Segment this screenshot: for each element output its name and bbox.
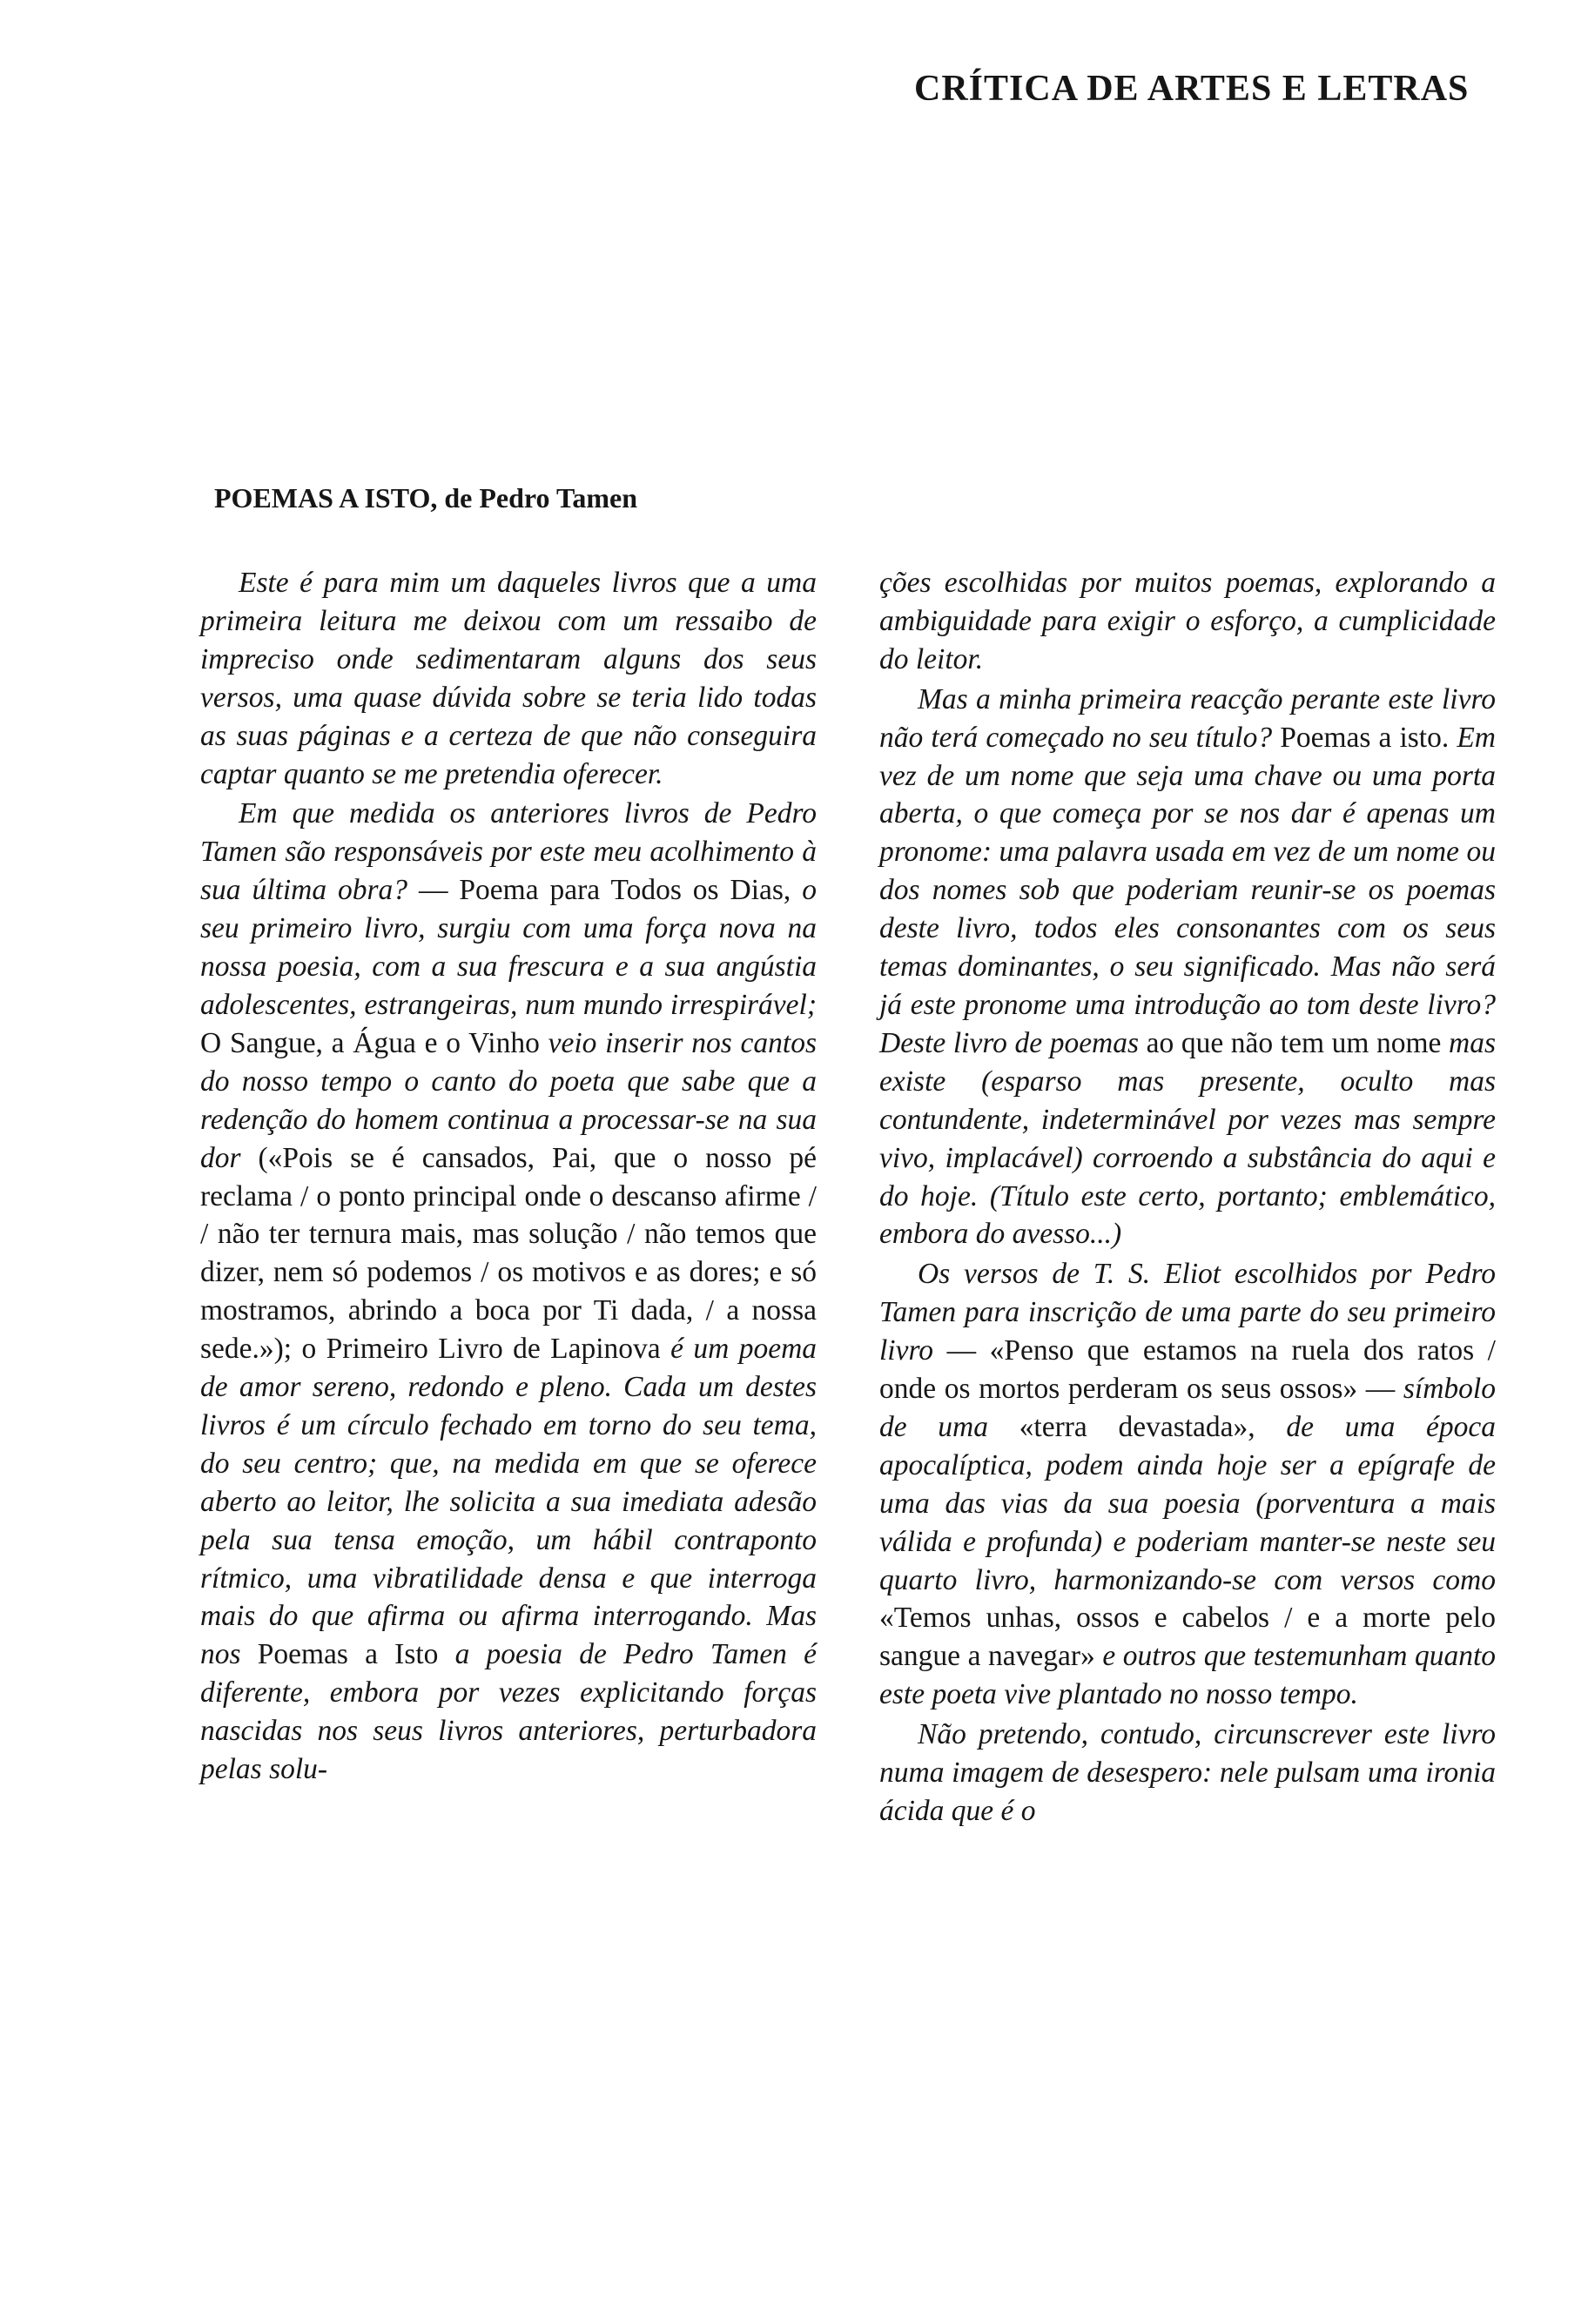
italic-text: Mas a minha primeira reacção perante este livro não terá começado no seu título? xyxy=(879,682,1496,754)
roman-text: («Pois se é cansados, Pai, que o nosso pé reclama / o ponto principal onde o descanso afirme / / não ter ternura mais, mas solução / não temos que dizer, nem só podemos / os motivos e as dores; e só mostramos, abrindo a boca por Ti dada, / a nossa sede.»); o Primeiro Livro de Lapinova xyxy=(200,1141,817,1366)
italic-text: o seu primeiro livro, surgiu com uma força nova na nossa poesia, com a sua frescura e a sua angústia adolescentes, estrangeiras, num mundo irrespirável; xyxy=(200,874,817,1021)
roman-text: «Temos unhas, ossos e cabelos / e a morte pelo sangue a navegar» xyxy=(879,1602,1496,1673)
italic-text: Este é para mim um daqueles livros que a uma primeira leitura me deixou com um ressaibo de impreciso onde sedimentaram alguns dos seus versos, uma quase dúvida sobre se teria lido todas as suas páginas e a certeza de que não conseguira captar quanto se me pretendia oferecer. xyxy=(200,567,817,790)
italic-text: a poesia de Pedro Tamen é diferente, embora por vezes explicitando forças nascidas nos seus livros anteriores, perturbadora pelas solu- xyxy=(200,1638,817,1786)
italic-text: Em que medida os anteriores livros de Pedro Tamen são responsáveis por este meu acolhimento à sua última obra? xyxy=(200,797,817,907)
left-column xyxy=(200,564,817,1789)
italic-text: mas existe (esparso mas presente, oculto mas contundente, indeterminável por vezes mas sempre vivo, implacável) corroendo a substância do aqui e do hoje. (Título este certo, portanto; emblemático, embora do avesso...) xyxy=(879,1026,1496,1251)
article-title: POEMAS A ISTO, de Pedro Tamen xyxy=(214,482,638,514)
paragraph xyxy=(200,564,817,793)
roman-text: O Sangue, a Água e o Vinho xyxy=(200,1026,548,1059)
italic-text: símbolo de uma xyxy=(879,1373,1496,1443)
italic-text: veio inserir nos cantos do nosso tempo o canto do poeta que sabe que a redenção do homem continua a processar-se na sua dor xyxy=(200,1026,817,1174)
roman-text: — Poema para Todos os Dias, xyxy=(407,874,803,907)
paragraph xyxy=(879,1716,1496,1830)
italic-text: ções escolhidas por muitos poemas, explorando a ambiguidade para exigir o esforço, a cumplicidade do leitor. xyxy=(879,567,1496,675)
roman-text: Poemas a isto. xyxy=(1272,721,1457,754)
italic-text: Não pretendo, contudo, circunscrever este livro numa imagem de desespero: nele pulsam uma ironia ácida que é o xyxy=(879,1718,1496,1827)
italic-text: Em vez de um nome que seja uma chave ou uma porta aberta, o que começa por se nos dar é apenas um pronome: uma palavra usada em vez de um nome ou dos nomes sob que poderiam reunir-se os poemas deste livro, todos eles consonantes com os seus temas dominantes, o seu significado. Mas não será já este pronome uma introdução ao tom deste livro? Deste livro de poemas xyxy=(879,721,1496,1059)
paragraph xyxy=(879,1255,1496,1714)
running-header: CRÍTICA DE ARTES E LETRAS xyxy=(914,69,1470,109)
italic-text: é um poema de amor sereno, redondo e pleno. Cada um destes livros é um círculo fechado em torno do seu tema, do seu centro; que, na medida em que se oferece aberto ao leitor, lhe solicita a sua imediata adesão pela sua tensa emoção, um hábil contraponto rítmico, uma vibratilidade densa e que interroga mais do que afirma ou afirma interrogando. Mas nos xyxy=(200,1333,818,1671)
paragraph xyxy=(879,564,1496,679)
roman-text: ao que não tem um nome xyxy=(1139,1026,1450,1059)
roman-text: Poemas a Isto xyxy=(240,1638,455,1671)
roman-text: «terra devastada», xyxy=(988,1410,1287,1443)
italic-text: e outros que testemunham quanto este poeta vive plantado no nosso tempo. xyxy=(879,1640,1497,1711)
right-column xyxy=(879,564,1496,1830)
italic-text: de uma época apocalíptica, podem ainda hoje ser a epígrafe de uma das vias da sua poesia (porventura a mais válida e profunda) e poderiam manter-se neste seu quarto livro, harmonizando-se com versos como xyxy=(879,1410,1496,1596)
roman-text: — «Penso que estamos na ruela dos ratos / onde os mortos perderam os seus ossos» — xyxy=(879,1334,1496,1406)
paragraph xyxy=(200,795,817,1789)
italic-text: Os versos de T. S. Eliot escolhidos por Pedro Tamen para inscrição de uma parte do seu primeiro livro xyxy=(879,1258,1496,1367)
paragraph xyxy=(879,681,1496,1254)
